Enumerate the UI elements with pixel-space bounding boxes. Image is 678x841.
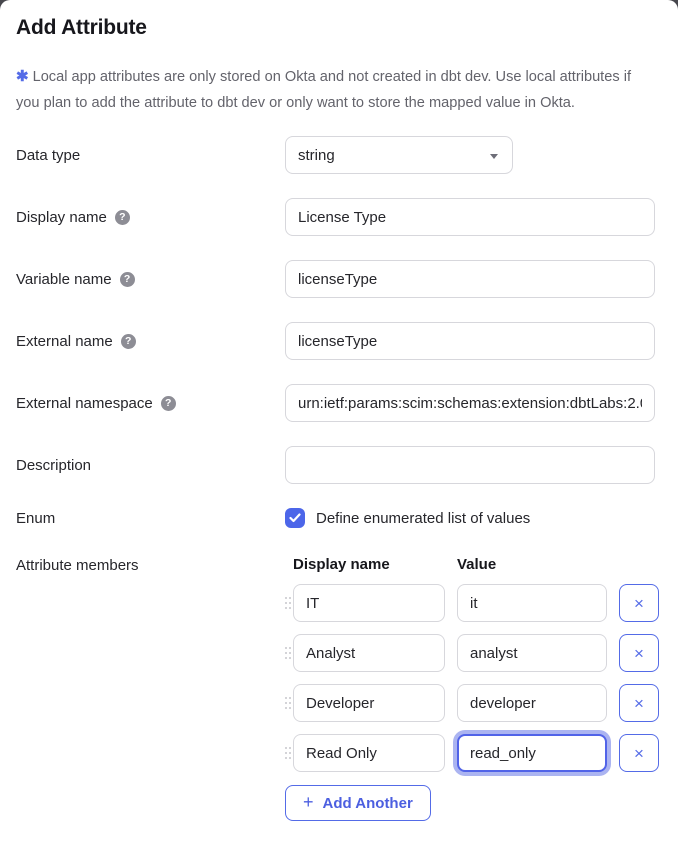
member-display-name-input[interactable] bbox=[293, 634, 445, 672]
member-value-input[interactable] bbox=[457, 584, 607, 622]
close-icon: × bbox=[634, 693, 644, 713]
external-name-label: External name ? bbox=[16, 333, 285, 350]
display-name-label: Display name ? bbox=[16, 209, 285, 226]
note-text: Local app attributes are only stored on Okta and not created in dbt dev. Use local attributes if you plan to add the attribute to dbt dev or only want to store the mapped value in Okta. bbox=[16, 69, 631, 111]
drag-handle-icon[interactable] bbox=[285, 597, 291, 609]
member-row bbox=[285, 584, 655, 622]
member-row bbox=[285, 684, 655, 722]
remove-member-button[interactable] bbox=[619, 584, 659, 622]
remove-member-button[interactable] bbox=[619, 734, 659, 772]
display-name-input[interactable] bbox=[285, 198, 655, 236]
description-label: Description bbox=[16, 456, 92, 474]
help-icon[interactable]: ? bbox=[121, 334, 136, 349]
variable-name-input[interactable] bbox=[285, 260, 655, 298]
member-display-name-input[interactable] bbox=[293, 734, 445, 772]
local-attribute-note bbox=[16, 64, 655, 116]
enum-checkbox[interactable] bbox=[285, 508, 305, 528]
member-value-input-focused[interactable] bbox=[457, 734, 607, 772]
data-type-select[interactable] bbox=[285, 136, 513, 174]
field-row-variable-name bbox=[16, 260, 655, 298]
member-value-input[interactable] bbox=[457, 684, 607, 722]
data-type-selected-value: string bbox=[298, 146, 335, 164]
drag-handle-icon[interactable] bbox=[285, 697, 291, 709]
checkmark-icon bbox=[289, 513, 301, 523]
close-icon: × bbox=[634, 643, 644, 663]
drag-handle-icon[interactable] bbox=[285, 747, 291, 759]
help-icon[interactable]: ? bbox=[115, 210, 130, 225]
enum-checkbox-label: Define enumerated list of values bbox=[316, 509, 531, 527]
add-attribute-form bbox=[16, 136, 655, 821]
member-row bbox=[285, 634, 655, 672]
enum-label: Enum bbox=[16, 509, 56, 527]
close-icon: × bbox=[634, 743, 644, 763]
description-input[interactable] bbox=[285, 446, 655, 484]
members-table-header bbox=[285, 556, 655, 574]
external-name-input[interactable] bbox=[285, 322, 655, 360]
external-namespace-label: External namespace ? bbox=[16, 395, 285, 412]
column-header-display-name: Display name bbox=[293, 556, 390, 573]
member-display-name-input[interactable] bbox=[293, 584, 445, 622]
column-header-value: Value bbox=[457, 556, 497, 573]
page-title: Add Attribute bbox=[16, 16, 147, 39]
close-icon: × bbox=[634, 593, 644, 613]
add-another-label: Add Another bbox=[322, 794, 413, 812]
variable-name-label: Variable name ? bbox=[16, 271, 285, 288]
external-namespace-input[interactable] bbox=[285, 384, 655, 422]
field-row-external-name bbox=[16, 322, 655, 360]
member-value-input[interactable] bbox=[457, 634, 607, 672]
field-row-display-name bbox=[16, 198, 655, 236]
member-row bbox=[285, 734, 655, 772]
field-row-external-namespace bbox=[16, 384, 655, 422]
attribute-members-section bbox=[16, 556, 655, 821]
remove-member-button[interactable] bbox=[619, 684, 659, 722]
attribute-members-label: Attribute members bbox=[16, 557, 139, 574]
help-icon[interactable]: ? bbox=[161, 396, 176, 411]
help-icon[interactable]: ? bbox=[120, 272, 135, 287]
field-row-enum bbox=[16, 508, 655, 528]
field-row-description bbox=[16, 446, 655, 484]
member-display-name-input[interactable] bbox=[293, 684, 445, 722]
field-row-data-type bbox=[16, 136, 655, 174]
asterisk-icon: ✱ bbox=[16, 68, 29, 85]
remove-member-button[interactable] bbox=[619, 634, 659, 672]
chevron-down-icon bbox=[490, 154, 498, 159]
add-another-button[interactable] bbox=[285, 785, 431, 821]
drag-handle-icon[interactable] bbox=[285, 647, 291, 659]
data-type-label: Data type bbox=[16, 146, 81, 164]
plus-icon: + bbox=[303, 792, 314, 812]
